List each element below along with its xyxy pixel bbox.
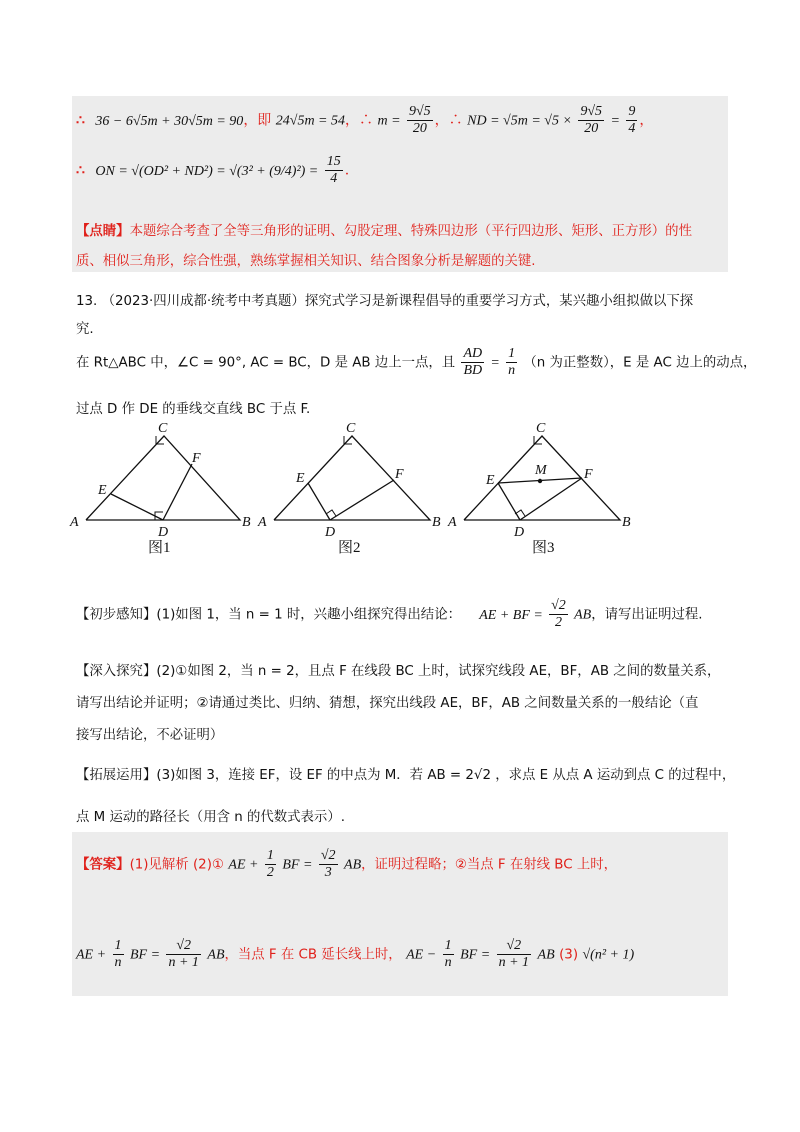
fraction: $\frac{√2}{2}$: [551, 598, 566, 630]
label-F: F: [584, 467, 593, 482]
equation: AE + BF =: [479, 607, 543, 623]
connector: ，即: [243, 112, 272, 129]
label-C: C: [346, 421, 356, 436]
question-text: 接写出结论，不必证明）: [76, 728, 224, 743]
ratio-fraction: $\frac{1}{n}$: [508, 346, 516, 378]
comment-label: 【点睛】: [76, 224, 130, 239]
label-B: B: [432, 515, 441, 530]
question-text: (2)①如图 2，当 n = 2，且点 F 在线段 BC 上时，试探究线段 AE，BF，AB 之间的数量关系，: [156, 664, 721, 679]
answer-text: ，证明过程略；②当点 F 在射线 BC 上时，: [361, 857, 618, 873]
problem-intro: 探究式学习是新课程倡导的重要学习方式，某兴趣小组拟做以下探: [304, 294, 694, 309]
label-D: D: [158, 525, 169, 540]
answer-label: 【答案】: [76, 857, 130, 873]
equals-sign: =: [610, 113, 620, 129]
comment-text: 本题综合考查了全等三角形的证明、勾股定理、特殊四边形（平行四边形、矩形、正方形）的性: [129, 224, 692, 239]
figure-1: [86, 436, 240, 520]
equation: AE +: [228, 857, 259, 873]
label-A: A: [448, 515, 457, 530]
answer-line-2: [76, 938, 634, 971]
figure-caption: 图1: [148, 540, 171, 556]
equation: AB: [344, 857, 362, 873]
answer-text: (1)见解析 (2)①: [129, 857, 224, 873]
geometry-figures: [0, 420, 800, 560]
problem-condition: [76, 346, 756, 379]
equation: AB: [574, 607, 592, 623]
question-label: 【拓展运用】: [76, 768, 157, 783]
equation: m =: [377, 113, 401, 129]
fraction: $\frac{√2}{n + 1}$: [498, 938, 530, 970]
label-B: B: [242, 515, 251, 530]
answer-text: (3): [559, 947, 579, 963]
connector: ，∴: [434, 112, 463, 129]
question-3-line-2: [76, 806, 345, 825]
answer-line-1: [76, 848, 617, 881]
label-E: E: [98, 483, 107, 498]
ratio-fraction: $\frac{AD}{BD}$: [463, 346, 483, 378]
equation: AE +: [76, 947, 107, 963]
condition-text: （n 为正整数），E 是 AC 边上的动点，: [523, 355, 757, 371]
equation: BF =: [460, 947, 491, 963]
question-label: 【初步感知】: [76, 607, 157, 623]
problem-intro-2: [76, 318, 94, 337]
question-text: 请写出结论并证明；②请通过类比、归纳、猜想，探究出线段 AE，BF，AB 之间数量关系的一般结论（直: [76, 696, 699, 711]
fraction: $\frac{9√5}{20}$: [580, 104, 603, 136]
question-text: (3)如图 3，连接 EF，设 EF 的中点为 M．若 AB = 2√2 ，求点 E 从点 A 运动到点 C 的过程中，: [156, 768, 736, 783]
solution-line-1: [76, 104, 653, 137]
comment-line-1: [76, 220, 692, 239]
equation: √(n² + 1): [582, 947, 635, 963]
question-label: 【深入探究】: [76, 664, 157, 679]
problem-intro-cont: 究.: [76, 322, 94, 337]
question-1: [76, 598, 703, 631]
fraction: $\frac{15}{4}$: [326, 154, 341, 186]
label-C: C: [536, 421, 546, 436]
equation: AB: [537, 947, 555, 963]
label-E: E: [486, 473, 495, 488]
fraction: $\frac{√2}{n + 1}$: [168, 938, 199, 970]
question-2-line-3: [76, 724, 223, 743]
fraction: $\frac{9√5}{20}$: [408, 104, 431, 136]
equation: AB: [207, 947, 225, 963]
label-A: A: [258, 515, 267, 530]
problem-source: （2023·四川成都·统考中考真题）: [101, 294, 305, 309]
equation: AE −: [406, 947, 437, 963]
problem-header: [76, 290, 693, 309]
equation: ND = √5m = √5 ×: [467, 113, 572, 129]
problem-condition-2: [76, 398, 310, 417]
figure-caption: 图2: [338, 540, 361, 556]
punctuation: ，: [639, 112, 654, 129]
fraction: $\frac{9}{4}$: [628, 104, 636, 136]
comment-line-2: [76, 250, 536, 269]
equation: 24√5m = 54: [275, 113, 346, 129]
equation: BF =: [282, 857, 313, 873]
fraction: $\frac{1}{2}$: [266, 848, 274, 880]
fraction: $\frac{√2}{3}$: [320, 848, 336, 880]
label-D: D: [325, 525, 336, 540]
label-C: C: [158, 421, 168, 436]
equals-sign: =: [490, 355, 500, 371]
equation: 36 − 6√5m + 30√5m = 90: [95, 113, 244, 129]
question-2-line-1: [76, 660, 720, 679]
answer-text: ，当点 F 在 CB 延长线上时，: [224, 947, 402, 963]
label-A: A: [70, 515, 79, 530]
problem-number: 13.: [76, 294, 98, 309]
question-text: (1)如图 1，当 n = 1 时，兴趣小组探究得出结论：: [156, 607, 461, 623]
equation: ON = √(OD² + ND²) = √(3² + (9/4)²) =: [95, 163, 319, 179]
connector: ，∴: [345, 112, 374, 129]
solution-line-2: [76, 154, 349, 187]
punctuation: .: [344, 162, 350, 179]
comment-text: 质、相似三角形，综合性强，熟练掌握相关知识、结合图象分析是解题的关键.: [76, 254, 536, 269]
midpoint-M: [538, 479, 542, 483]
equation: BF =: [129, 947, 161, 963]
question-3-line-1: [76, 764, 735, 783]
therefore-symbol: ∴: [76, 112, 85, 129]
question-2-line-2: [76, 692, 698, 711]
question-text: 点 M 运动的路径长（用含 n 的代数式表示）.: [76, 810, 345, 825]
therefore-symbol: ∴: [76, 162, 85, 179]
fraction: $\frac{1}{n}$: [444, 938, 452, 970]
label-D: D: [514, 525, 525, 540]
condition-text: 在 Rt△ABC 中，∠C = 90°, AC = BC，D 是 AB 边上一点，且: [76, 355, 456, 371]
label-E: E: [296, 471, 305, 486]
label-M: M: [535, 463, 547, 478]
label-F: F: [192, 451, 201, 466]
label-B: B: [622, 515, 631, 530]
condition-text: 过点 D 作 DE 的垂线交直线 BC 于点 F.: [76, 402, 311, 417]
figure-caption: 图3: [532, 540, 555, 556]
question-text: ，请写出证明过程.: [591, 607, 703, 623]
fraction: $\frac{1}{n}$: [114, 938, 122, 970]
label-F: F: [395, 467, 404, 482]
